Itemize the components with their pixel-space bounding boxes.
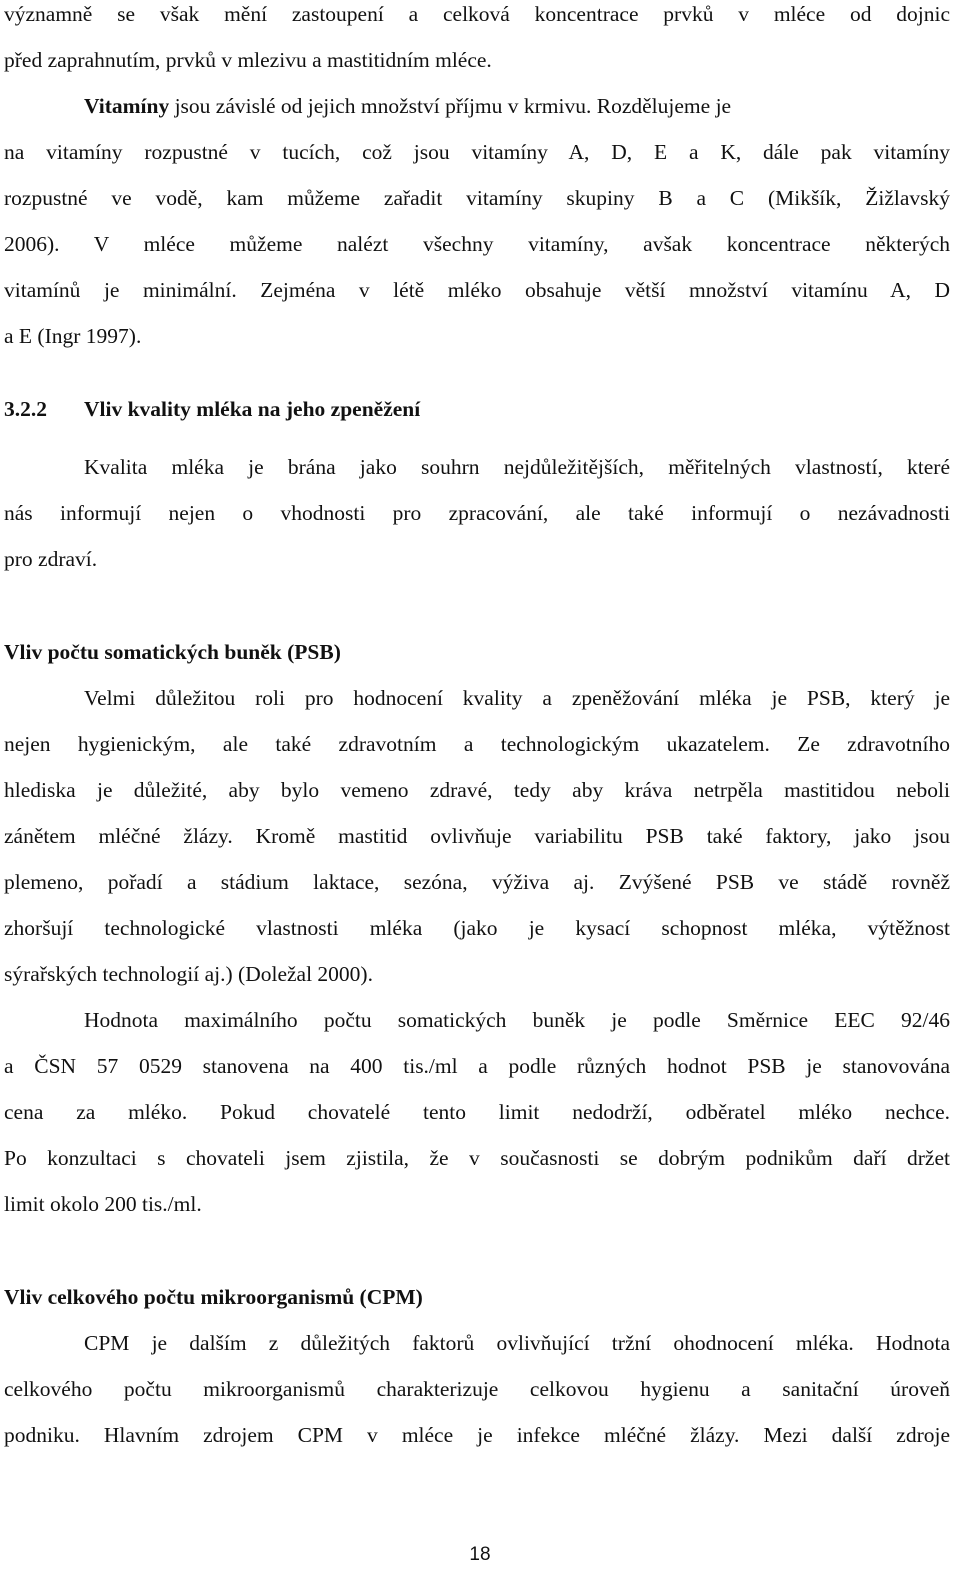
- cpm-heading: Vliv celkového počtu mikroorganismů (CPM): [4, 1285, 423, 1309]
- paragraph-line: celkového počtu mikroorganismů charakterizuje celkovou hygienu a sanitační úroveň: [4, 1377, 950, 1401]
- paragraph-line: hlediska je důležité, aby bylo vemeno zdravé, tedy aby kráva netrpěla mastitidou neboli: [4, 778, 950, 802]
- section-title: Vliv kvality mléka na jeho zpeněžení: [84, 397, 421, 421]
- paragraph-line: cena za mléko. Pokud chovatelé tento limit nedodrží, odběratel mléko nechce.: [4, 1100, 950, 1124]
- vitamins-text: jsou závislé od jejich množství příjmu v krmivu. Rozdělujeme je: [169, 94, 732, 118]
- paragraph-line: zánětem mléčné žlázy. Kromě mastitid ovlivňuje variabilitu PSB také faktory, jako jsou: [4, 824, 950, 848]
- vitamins-term: Vitamíny: [84, 94, 170, 118]
- paragraph-line: podniku. Hlavním zdrojem CPM v mléce je infekce mléčné žlázy. Mezi další zdroje: [4, 1423, 950, 1447]
- paragraph-line: Velmi důležitou roli pro hodnocení kvality a zpeněžování mléka je PSB, který je: [84, 686, 950, 710]
- paragraph-line: nejen hygienickým, ale také zdravotním a technologickým ukazatelem. Ze zdravotního: [4, 732, 950, 756]
- paragraph-line: vitamínů je minimální. Zejména v létě mléko obsahuje větší množství vitamínu A, D: [4, 278, 950, 302]
- paragraph-line: před zaprahnutím, prvků v mlezivu a mastitidním mléce.: [4, 48, 492, 72]
- paragraph-line: rozpustné ve vodě, kam můžeme zařadit vitamíny skupiny B a C (Mikšík, Žižlavský: [4, 186, 950, 210]
- paragraph-line: 2006). V mléce můžeme nalézt všechny vitamíny, avšak koncentrace některých: [4, 232, 950, 256]
- paragraph-line: pro zdraví.: [4, 547, 98, 571]
- paragraph-line: Hodnota maximálního počtu somatických buněk je podle Směrnice EEC 92/46: [84, 1008, 950, 1032]
- paragraph-line: Kvalita mléka je brána jako souhrn nejdůležitějších, měřitelných vlastností, které: [84, 455, 950, 479]
- paragraph-line: CPM je dalším z důležitých faktorů ovlivňující tržní ohodnocení mléka. Hodnota: [84, 1331, 950, 1355]
- section-number: 3.2.2: [4, 397, 47, 421]
- paragraph-line: nás informují nejen o vhodnosti pro zpracování, ale také informují o nezávadnosti: [4, 501, 950, 525]
- paragraph-line: a ČSN 57 0529 stanovena na 400 tis./ml a podle různých hodnot PSB je stanovována: [4, 1054, 950, 1078]
- psb-heading: Vliv počtu somatických buněk (PSB): [4, 640, 341, 664]
- paragraph-line: sýrařských technologií aj.) (Doležal 2000).: [4, 962, 373, 986]
- paragraph-line: na vitamíny rozpustné v tucích, což jsou vitamíny A, D, E a K, dále pak vitamíny: [4, 140, 950, 164]
- paragraph-line: a E (Ingr 1997).: [4, 324, 142, 348]
- paragraph-line: [84, 92, 950, 120]
- page-number: 18: [469, 1544, 491, 1565]
- paragraph-line: plemeno, pořadí a stádium laktace, sezóna, výživa aj. Zvýšené PSB ve stádě rovněž: [4, 870, 950, 894]
- paragraph-line: významně se však mění zastoupení a celková koncentrace prvků v mléce od dojnic: [4, 2, 950, 26]
- paragraph-line: zhoršují technologické vlastnosti mléka (jako je kysací schopnost mléka, výtěžnost: [4, 916, 950, 940]
- paragraph-line: limit okolo 200 tis./ml.: [4, 1192, 202, 1216]
- paragraph-line: Po konzultaci s chovateli jsem zjistila, že v současnosti se dobrým podnikům daří držet: [4, 1146, 950, 1170]
- section-heading: [4, 395, 950, 423]
